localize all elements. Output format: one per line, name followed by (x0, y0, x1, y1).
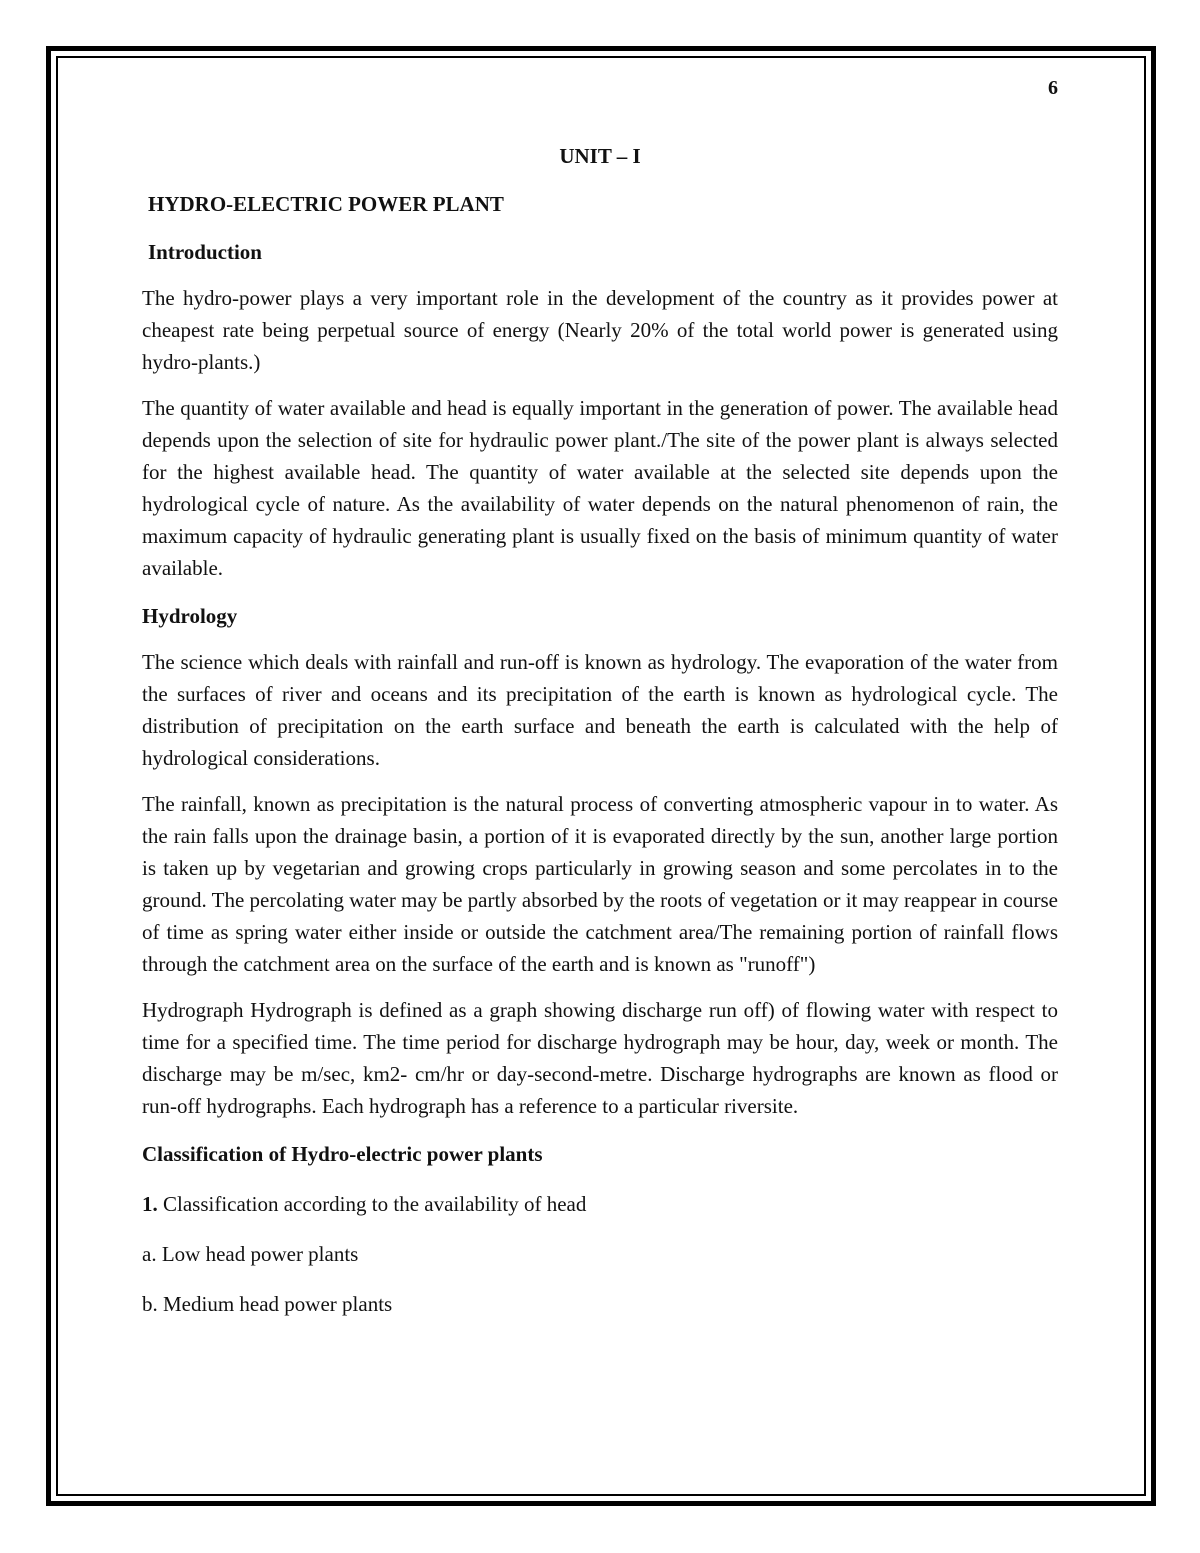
introduction-paragraph-2: The quantity of water available and head is equally important in the generation of power. The available head depends upon the selection of site for hydraulic power plant./The site of the power plant is always selected for the highest available head. The quantity of water available at the selected site depends upon the hydrological cycle of nature. As the availability of water depends on the natural phenomenon of rain, the maximum capacity of hydraulic generating plant is usually fixed on the basis of minimum quantity of water available. (142, 396, 1058, 580)
classification-item-1 (142, 1188, 1058, 1220)
hydrology-paragraph-1: The science which deals with rainfall and run-off is known as hydrology. The evaporation of the water from the surfaces of river and oceans and its precipitation of the earth is known as hydrological cycle. The distribution of precipitation on the earth surface and beneath the earth is calculated with the help of hydrological considerations. (142, 650, 1058, 770)
page-content (142, 68, 1058, 1320)
classification-item-a: a. Low head power plants (142, 1242, 359, 1266)
page-number: 6 (1048, 77, 1058, 99)
unit-title: UNIT – I (559, 144, 641, 168)
introduction-paragraph-1: The hydro-power plays a very important role in the development of the country as it provides power at cheapest rate being perpetual source of energy (Nearly 20% of the total world power is generated using hydro-plants.) (142, 286, 1058, 374)
hydrology-heading: Hydrology (142, 604, 238, 628)
classification-item-b: b. Medium head power plants (142, 1292, 393, 1316)
classification-heading: Classification of Hydro-electric power plants (142, 1142, 543, 1166)
classification-item-1-text: Classification according to the availability of head (157, 1192, 587, 1216)
document-title: HYDRO-ELECTRIC POWER PLANT (148, 192, 504, 216)
introduction-heading: Introduction (148, 240, 262, 264)
hydrograph-paragraph: Hydrograph Hydrograph is defined as a graph showing discharge run off) of flowing water with respect to time for a specified time. The time period for discharge hydrograph may be hour, day, week or month. The discharge may be m/sec, km2- cm/hr or day-second-metre. Discharge hydrographs are known as flood or run-off hydrographs. Each hydrograph has a reference to a particular riversite. (142, 998, 1058, 1118)
classification-item-1-number: 1. (142, 1192, 158, 1216)
hydrology-paragraph-2: The rainfall, known as precipitation is the natural process of converting atmospheric vapour in to water. As the rain falls upon the drainage basin, a portion of it is evaporated directly by the sun, another large portion is taken up by vegetarian and growing crops particularly in growing season and some percolates in to the ground. The percolating water may be partly absorbed by the roots of vegetation or it may reappear in course of time as spring water either inside or outside the catchment area/The remaining portion of rainfall flows through the catchment area on the surface of the earth and is known as "runoff") (142, 792, 1058, 976)
